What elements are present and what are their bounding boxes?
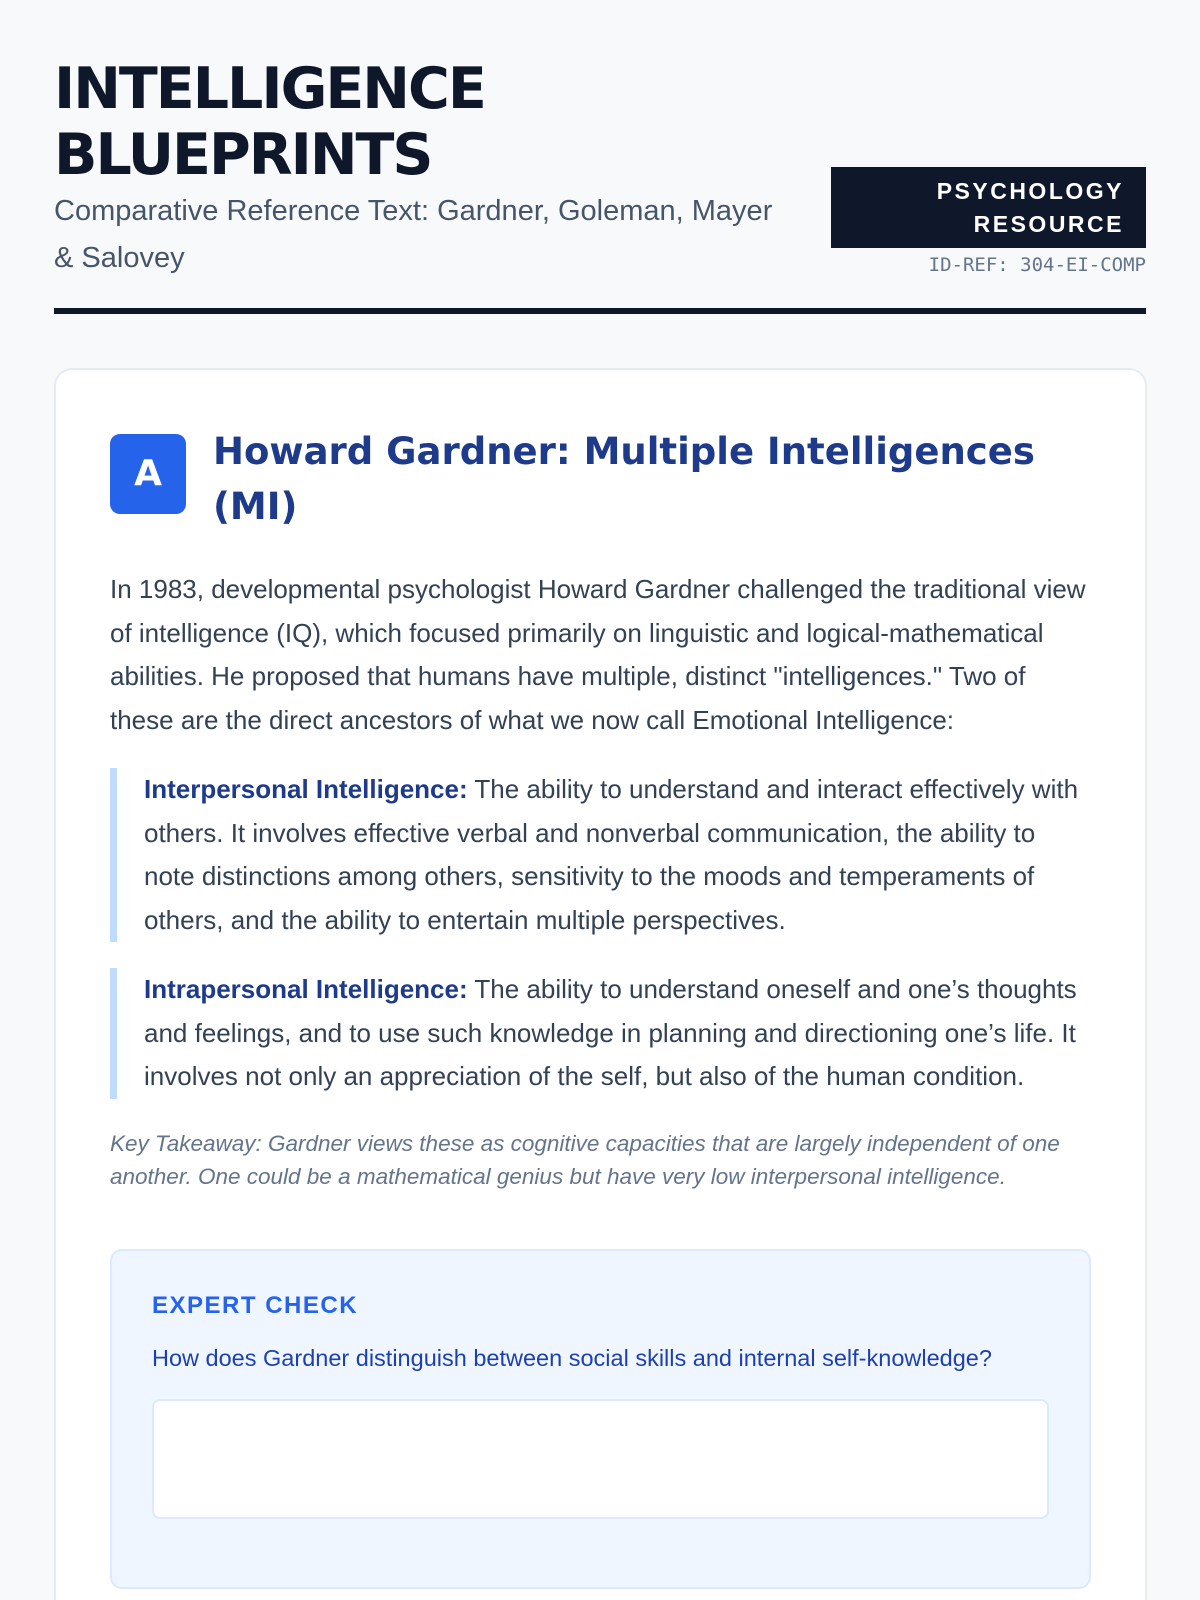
- expert-check-panel: [110, 1249, 1091, 1589]
- document-header: [54, 0, 1146, 314]
- section-card-a: [54, 368, 1147, 1600]
- resource-badge: PSYCHOLOGY RESOURCE: [831, 167, 1146, 248]
- section-header: [110, 424, 1091, 528]
- definition-text: The ability to understand and interact effectively with others. It involves effective verbal and nonverbal communication, the ability to note distinctions among others, sensitivity to the moods and temperaments of others, and the ability to entertain multiple perspectives.: [144, 774, 1079, 935]
- document-title: INTELLIGENCE BLUEPRINTS: [54, 56, 485, 188]
- document-subtitle: Comparative Reference Text: Gardner, Goleman, Mayer & Salovey: [54, 195, 773, 274]
- section-title: Howard Gardner: Multiple Intelligences (MI): [213, 430, 1035, 528]
- expert-check-label: EXPERT CHECK: [152, 1291, 359, 1319]
- key-takeaway: Key Takeaway: Gardner views these as cognitive capacities that are largely independent of one another. One could be a mathematical genius but have very low interpersonal intelligence.: [110, 1130, 1060, 1189]
- reference-id: ID-REF: 304-EI-COMP: [928, 254, 1146, 276]
- definition-text: The ability to understand oneself and one’s thoughts and feelings, and to use such knowledge in planning and directioning one’s life. It involves not only an appreciation of the self, but also of the human condition.: [144, 974, 1077, 1091]
- expert-check-question: How does Gardner distinguish between social skills and internal self-knowledge?: [152, 1344, 992, 1371]
- section-letter-badge: A: [110, 434, 186, 514]
- intro-paragraph: In 1983, developmental psychologist Howard Gardner challenged the traditional view of intelligence (IQ), which focused primarily on linguistic and logical-mathematical abilities. He proposed that humans have multiple, distinct "intelligences." Two of these are the direct ancestors of what we now call Emotional Intelligence:: [110, 574, 1086, 735]
- definition-interpersonal: [110, 768, 1091, 942]
- answer-input[interactable]: [152, 1399, 1049, 1519]
- definition-intrapersonal: [110, 968, 1091, 1099]
- definition-term: Interpersonal Intelligence:: [144, 774, 468, 804]
- definition-term: Intrapersonal Intelligence:: [144, 974, 468, 1004]
